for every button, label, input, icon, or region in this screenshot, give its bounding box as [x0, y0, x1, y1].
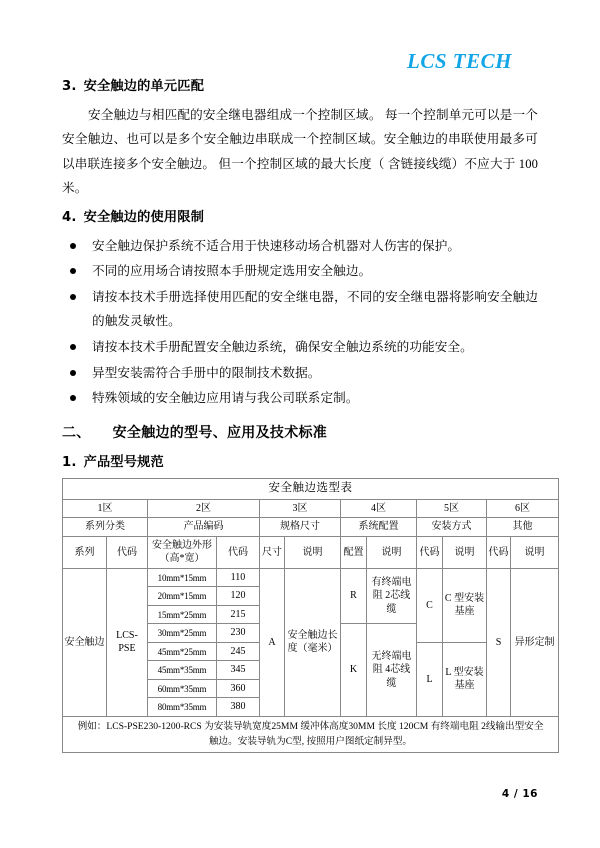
- table-row-headers: [63, 536, 559, 568]
- table-row: [63, 568, 559, 587]
- table-row-note: [63, 716, 559, 752]
- page-number: 4 / 16: [501, 788, 538, 800]
- table-row-groups: [63, 518, 559, 537]
- cell-config-desc-r: 有终端电阻 2芯线缆: [367, 568, 417, 624]
- section-3-heading: [62, 78, 538, 96]
- cell-shape-spec: 45mm*35mm: [148, 661, 217, 680]
- cell-shape-spec: 10mm*15mm: [148, 568, 217, 587]
- section-two-heading: [62, 424, 538, 443]
- cell-shape-code: 120: [217, 587, 260, 606]
- col-header-series-code: 代码: [107, 536, 148, 568]
- table-footnote: [63, 716, 559, 752]
- cell-mount-code-l: L: [417, 642, 443, 716]
- cell-shape-spec: 30mm*25mm: [148, 624, 217, 643]
- selection-table-wrapper: [62, 478, 555, 752]
- cell-mount-desc-c: C 型安装基座: [443, 568, 487, 642]
- list-item: 请按本技术手册选择使用匹配的安全继电器，不同的安全继电器将影响安全触边的触发灵敏性。: [62, 285, 538, 334]
- cell-other-code: S: [487, 568, 511, 716]
- zone-1: 1区: [63, 499, 148, 518]
- col-header-shape: [148, 536, 217, 568]
- section-3-title: 安全触边的单元匹配: [83, 79, 205, 94]
- zone-6: 6区: [487, 499, 559, 518]
- zone-5: 5区: [417, 499, 487, 518]
- group-spec-size: 规格尺寸: [260, 518, 341, 537]
- section-4-number: 4.: [62, 210, 77, 225]
- col-header-config: 配置: [341, 536, 367, 568]
- cell-config-desc-k: 无终端电阻 4芯线缆: [367, 624, 417, 717]
- col-header-other-code: 代码: [487, 536, 511, 568]
- section-4-title: 安全触边的使用限制: [83, 210, 205, 225]
- selection-table: [62, 478, 559, 752]
- list-item: 不同的应用场合请按照本手册规定选用安全触边。: [62, 259, 538, 284]
- table-title: 安全触边选型表: [63, 479, 559, 500]
- col-header-shape-code: 代码: [217, 536, 260, 568]
- col-header-series: 系列: [63, 536, 107, 568]
- cell-shape-code: 360: [217, 679, 260, 698]
- header-logo-row: [62, 0, 538, 78]
- cell-size-desc: 安全触边长度（毫米）: [285, 568, 341, 716]
- section-1-number: 1.: [62, 454, 77, 470]
- col-header-mount-code: 代码: [417, 536, 443, 568]
- cell-shape-spec: 45mm*25mm: [148, 642, 217, 661]
- section-3-number: 3.: [62, 79, 77, 94]
- lcs-tech-logo: LCS TECH: [407, 49, 512, 73]
- zone-3: 3区: [260, 499, 341, 518]
- cell-shape-code: 110: [217, 568, 260, 587]
- section-1-heading: [62, 454, 538, 472]
- table-row-title: [63, 479, 559, 500]
- col-header-size: 尺寸: [260, 536, 285, 568]
- section-two-number: 二、: [62, 424, 91, 441]
- table-row-zones: [63, 499, 559, 518]
- cell-mount-code-c: C: [417, 568, 443, 642]
- list-item: 异型安装需符合手册中的限制技术数据。: [62, 361, 538, 386]
- col-header-size-desc: 说明: [285, 536, 341, 568]
- cell-shape-spec: 80mm*35mm: [148, 698, 217, 717]
- col-header-mount-desc: 说明: [443, 536, 487, 568]
- cell-shape-code: 215: [217, 605, 260, 624]
- cell-series-name: 安全触边: [63, 568, 107, 716]
- cell-shape-spec: 20mm*15mm: [148, 587, 217, 606]
- cell-series-code: LCS-PSE: [107, 568, 148, 716]
- cell-shape-code: 230: [217, 624, 260, 643]
- zone-4: 4区: [341, 499, 417, 518]
- cell-shape-code: 245: [217, 642, 260, 661]
- section-4-heading: [62, 209, 538, 227]
- list-item: 特殊领域的安全触边应用请与我公司联系定制。: [62, 386, 538, 411]
- cell-shape-code: 380: [217, 698, 260, 717]
- cell-mount-desc-l: L 型安装基座: [443, 642, 487, 716]
- section-4-bullet-list: [62, 234, 538, 411]
- col-header-config-desc: 说明: [367, 536, 417, 568]
- table-footnote-line-2: 触边。安装导轨为C型, 按照用户图纸定制异型。: [208, 736, 413, 748]
- list-item: 请按本技术手册配置安全触边系统，确保安全触边系统的功能安全。: [62, 335, 538, 360]
- zone-2: 2区: [148, 499, 260, 518]
- cell-config-code-k: K: [341, 624, 367, 717]
- group-product-code: 产品编码: [148, 518, 260, 537]
- group-mounting-type: 安装方式: [417, 518, 487, 537]
- section-3-paragraph: 安全触边与相匹配的安全继电器组成一个控制区域。 每一个控制单元可以是一个安全触边、也可以是多个安全触边串联成一个控制区域。安全触边的串联使用最多可以串联连接多个安全触边。 但一个控制区域的最大长度（ 含链接线缆）不应大于 100 米。: [62, 107, 538, 196]
- cell-shape-spec: 60mm*35mm: [148, 679, 217, 698]
- col-header-other-desc: 说明: [511, 536, 559, 568]
- section-two-title: 安全触边的型号、应用及技术标准: [112, 424, 328, 441]
- col-header-shape-main: 安全触边外形: [152, 539, 212, 551]
- table-footnote-line-1: 例如：LCS-PSE230-1200-RCS 为安装导轨宽度25MM 缓冲体高度30MM 长度 120CM 有终端电阻 2线输出型安全: [77, 720, 544, 732]
- section-1-title: 产品型号规范: [83, 454, 164, 470]
- group-other: 其他: [487, 518, 559, 537]
- cell-other-desc: 异形定制: [511, 568, 559, 716]
- col-header-shape-sub: （高*宽）: [159, 553, 205, 565]
- cell-shape-spec: 15mm*25mm: [148, 605, 217, 624]
- cell-size-code: A: [260, 568, 285, 716]
- cell-config-code-r: R: [341, 568, 367, 624]
- list-item: 安全触边保护系统不适合用于快速移动场合机器对人伤害的保护。: [62, 234, 538, 259]
- cell-shape-code: 345: [217, 661, 260, 680]
- group-system-config: 系统配置: [341, 518, 417, 537]
- group-series-classification: 系列分类: [63, 518, 148, 537]
